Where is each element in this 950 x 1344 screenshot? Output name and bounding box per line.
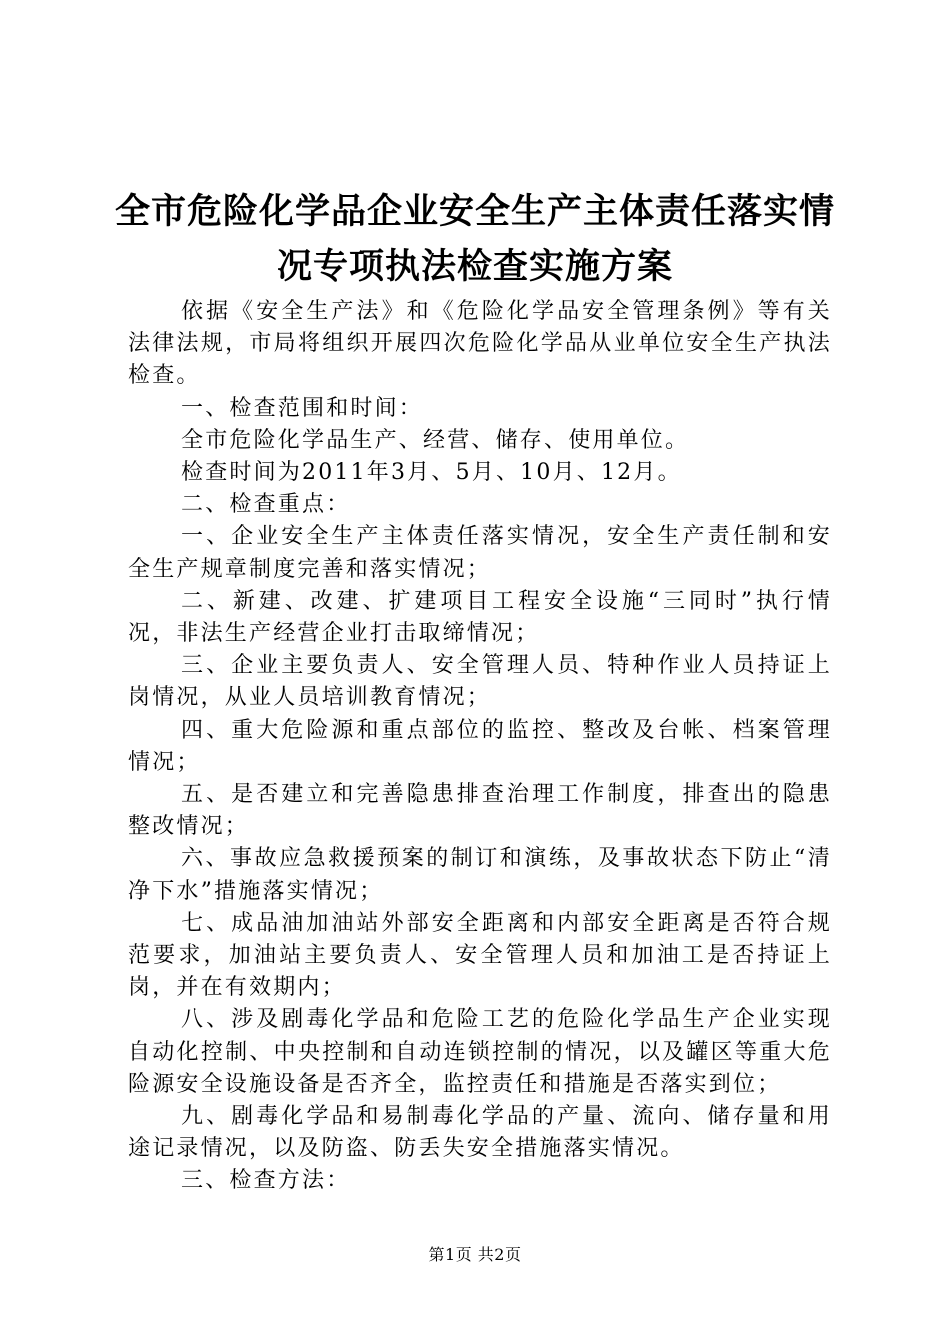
paragraph: 依据《安全生产法》和《危险化学品安全管理条例》等有关法律法规，市局将组织开展四次危险化学品从业单位安全生产执法检查。	[128, 299, 832, 389]
list-item: 九、剧毒化学品和易制毒化学品的产量、流向、储存量和用途记录情况，以及防盗、防丢失安全措施落实情况。	[128, 1104, 832, 1162]
list-item: 三、企业主要负责人、安全管理人员、特种作业人员持证上岗情况，从业人员培训教育情况；	[128, 653, 832, 711]
section-heading: 一、检查范围和时间：	[181, 395, 424, 421]
section-heading: 三、检查方法：	[181, 1168, 351, 1194]
list-item: 四、重大危险源和重点部位的监控、整改及台帐、档案管理情况；	[128, 717, 832, 775]
list-item: 七、成品油加油站外部安全距离和内部安全距离是否符合规范要求，加油站主要负责人、安全管理人员和加油工是否持证上岗，并在有效期内；	[128, 910, 832, 1001]
page-footer: 第1页 共2页	[428, 1245, 522, 1264]
list-item: 六、事故应急救援预案的制订和演练，及事故状态下防止“清净下水”措施落实情况；	[128, 846, 832, 904]
document-title-line-2: 况专项执法检查实施方案	[276, 247, 673, 287]
list-item: 二、新建、改建、扩建项目工程安全设施“三同时”执行情况，非法生产经营企业打击取缔情况；	[128, 588, 832, 647]
section-heading: 二、检查重点：	[181, 492, 351, 518]
list-item: 一、企业安全生产主体责任落实情况，安全生产责任制和安全生产规章制度完善和落实情况；	[128, 524, 832, 582]
paragraph: 检查时间为2011年3月、5月、10月、12月。	[181, 460, 682, 486]
document-title-line-1: 全市危险化学品企业安全生产主体责任落实情	[114, 192, 835, 232]
list-item: 五、是否建立和完善隐患排查治理工作制度，排查出的隐患整改情况；	[128, 782, 832, 840]
list-item: 八、涉及剧毒化学品和危险工艺的危险化学品生产企业实现自动化控制、中央控制和自动连锁控制的情况，以及罐区等重大危险源安全设施设备是否齐全，监控责任和措施是否落实到位；	[128, 1007, 832, 1097]
paragraph: 全市危险化学品生产、经营、储存、使用单位。	[181, 427, 690, 453]
document-body	[128, 296, 832, 1198]
